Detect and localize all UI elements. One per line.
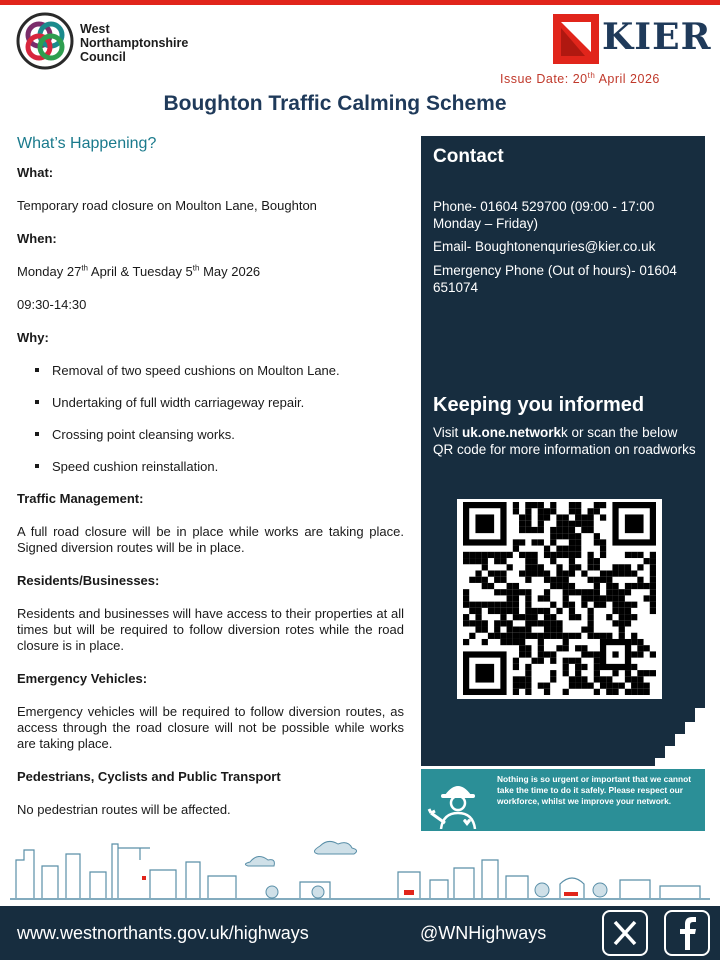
top-accent-bar (0, 0, 720, 5)
list-item: Speed cushion reinstallation. (17, 459, 404, 475)
what-label: What: (17, 165, 54, 180)
keeping-informed-heading: Keeping you informed (433, 394, 645, 416)
why-list (17, 363, 404, 475)
emergency-vehicles-label: Emergency Vehicles: (17, 671, 148, 686)
contact-heading: Contact (433, 146, 504, 167)
when-dates: Monday 27th April & Tuesday 5th May 2026 (17, 263, 261, 279)
one-network-link[interactable]: uk.one.network (462, 425, 562, 440)
residents-text: Residents and businesses will have access to their properties at all times but will be required to follow diversion rotes while the road closure is in place. (17, 606, 404, 653)
council-name: West Northamptonshire Council (80, 22, 189, 64)
town-skyline-illustration (0, 836, 720, 906)
why-label: Why: (17, 330, 49, 345)
traffic-management-label: Traffic Management: (17, 491, 144, 506)
whats-happening-section (17, 136, 404, 835)
when-time: 09:30-14:30 (17, 297, 87, 312)
list-item: Crossing point cleansing works. (17, 427, 404, 443)
website-link[interactable]: www.westnorthants.gov.uk/highways (17, 923, 309, 943)
safety-message: Nothing is so urgent or important that we cannot take the time to do it safely. Please respect our workforce, whilst we improve your network. (497, 774, 692, 806)
emergency-vehicles-text: Emergency vehicles will be required to follow diversion routes, as access through the road closure will not be possible while works are taking place. (17, 704, 404, 751)
x-icon[interactable] (602, 910, 648, 956)
what-text: Temporary road closure on Moulton Lane, Boughton (17, 198, 317, 213)
footer (0, 906, 720, 960)
page-title: Boughton Traffic Calming Scheme (163, 92, 507, 115)
kier-wordmark: KIER (602, 16, 712, 58)
when-label: When: (17, 231, 57, 246)
contact-phone: Phone- 01604 529700 (09:00 - 17:00 Monday – Friday) (433, 199, 655, 231)
pedestrians-label: Pedestrians, Cyclists and Public Transport (17, 769, 281, 784)
council-logo (16, 12, 74, 70)
contact-email[interactable]: Email- Boughtonenquries@kier.co.uk (433, 239, 656, 254)
issue-date: Issue Date: 20th April 2026 (500, 70, 660, 86)
section-heading: What’s Happening? (17, 135, 157, 152)
worker-icon (427, 773, 489, 829)
residents-label: Residents/Businesses: (17, 573, 160, 588)
list-item: Removal of two speed cushions on Moulton Lane. (17, 363, 404, 379)
list-item: Undertaking of full width carriageway repair. (17, 395, 404, 411)
pedestrians-text: No pedestrian routes will be affected. (17, 802, 231, 817)
steps-decoration (655, 696, 705, 766)
contact-emergency-phone: Emergency Phone (Out of hours)- 01604 651074 (433, 263, 677, 295)
qr-code[interactable] (457, 499, 662, 699)
facebook-icon[interactable] (664, 910, 710, 956)
traffic-management-text: A full road closure will be in place while works are taking place. Signed diversion routes will be in place. (17, 524, 404, 555)
twitter-handle[interactable]: @WNHighways (420, 923, 547, 943)
contact-panel (421, 136, 705, 766)
qr-code-icon (463, 502, 656, 695)
safety-banner (421, 769, 705, 831)
keeping-informed-text: Visit uk.one.networkk or scan the below QR code for more information on roadworks (433, 425, 696, 457)
